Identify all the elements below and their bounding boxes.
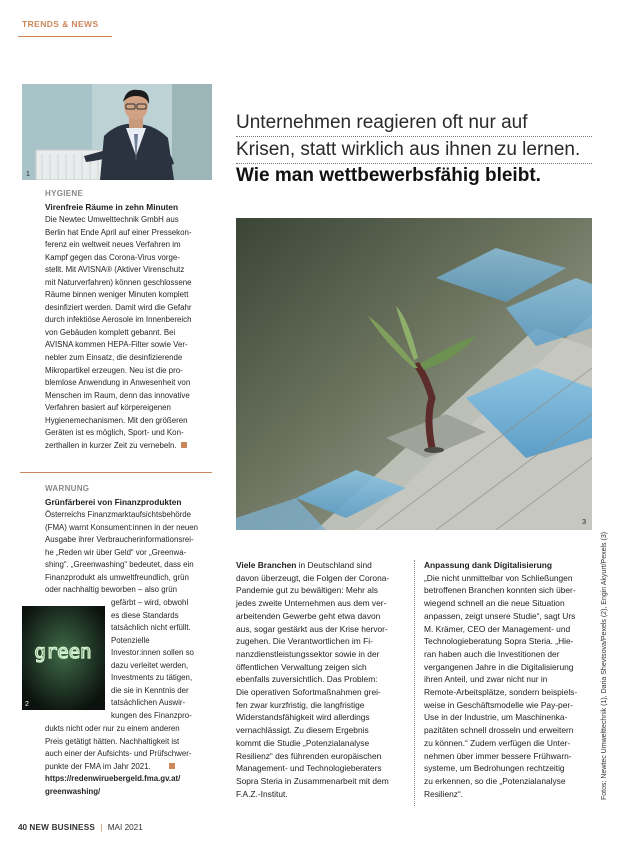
- category-hygiene: HYGIENE: [45, 189, 84, 198]
- hygiene-line: AVISNA kommen HEPA-Filter sowie Ver-: [45, 340, 188, 350]
- warning-body-top: [45, 509, 215, 597]
- warning-line: shing“. „Greenwashing“ bedeutet, dass ein: [45, 560, 194, 570]
- hygiene-line: Verfahren basiert auf körpereigenen: [45, 403, 171, 413]
- article-line: vergangenen Jahre in die Digitalisierung: [424, 661, 574, 672]
- hygiene-line: Hygienemechanismen. Mit den größeren: [45, 415, 188, 425]
- article-line: aus, sogar gestärkt aus der Krise hervor-: [236, 623, 388, 634]
- article-line: anpassen, zeigt unsere Studie“, sagt Urs: [424, 610, 576, 621]
- article-line: fen zwar kurzfristig, die langfristige: [236, 699, 365, 710]
- article-line: systeme, um Bedrohungen rechtzeitig: [424, 763, 565, 774]
- page-number: 40: [18, 823, 28, 832]
- section-label: TRENDS & NEWS: [22, 19, 99, 29]
- article-line: nanzdienstleistungssektor sowie in der: [236, 648, 380, 659]
- article-line: öffentlichen Verwaltung zeigen sich: [236, 661, 367, 672]
- warning-body-narrow: [111, 597, 215, 722]
- hygiene-title: Virenfreie Räume in zehn Minuten: [45, 202, 179, 212]
- hygiene-line: Die Newtec Umwelttechnik GmbH aus: [45, 215, 179, 224]
- warning-line: Investments zu tätigen,: [111, 673, 193, 683]
- warning-line: Potenzielle: [111, 635, 150, 645]
- photo-number-2: 2: [25, 701, 29, 708]
- photo-number-3: 3: [582, 519, 586, 526]
- hygiene-line-last: [45, 440, 215, 453]
- article-line: ihren Anteil, und zwar nicht nur in: [424, 674, 548, 685]
- magazine-name: NEW BUSINESS: [29, 823, 96, 832]
- warning-line: es diese Standards: [111, 610, 179, 620]
- article-line: M. Krämer, CEO der Management- und: [424, 623, 571, 634]
- warning-line: kungen des Finanzpro-: [111, 710, 192, 720]
- article-column-1: [236, 559, 404, 800]
- photo-number-1: 1: [26, 171, 30, 178]
- warning-line: gefärbt – wird, obwohl: [111, 598, 189, 607]
- article-line: Remote-Arbeitsplätze, sondern beispiels-: [424, 687, 578, 698]
- article-line: in Deutschland sind: [296, 560, 372, 570]
- article-line: ran haben auch die Investitionen der: [424, 648, 560, 659]
- warning-line: tatsächlichen Auswir-: [111, 698, 186, 708]
- warning-line: punkte der FMA im Jahr 2021.: [45, 761, 151, 771]
- warning-line: dazu verleitet werden,: [111, 660, 189, 670]
- footer-separator: |: [100, 823, 103, 832]
- hygiene-body: [45, 214, 215, 452]
- warning-line: oder nachhaltig beworben – also grün: [45, 585, 178, 595]
- column-divider: [414, 560, 415, 806]
- hygiene-line: blemlose Anwendung in Anwesenheit von: [45, 378, 191, 388]
- photo-portrait: [22, 84, 212, 180]
- hygiene-line: Räume binnen weniger Minuten komplett: [45, 290, 189, 300]
- article-line: Management- und Technologieberaters: [236, 763, 382, 774]
- hygiene-line: Kampf gegen das Corona-Virus vorge-: [45, 252, 180, 262]
- article-line: Die operativen Sofortmaßnahmen grei-: [236, 687, 381, 698]
- portrait-illustration: [22, 84, 212, 180]
- divider: [20, 472, 212, 473]
- article-line: ebenfalls zuversichtlich. Das Problem:: [236, 674, 378, 685]
- article-line: vernachlässigt. Zu diesem Ergebnis: [236, 725, 369, 736]
- warning-line: (FMA) warnt Konsument:innen in der neuen: [45, 522, 199, 532]
- photo-green-neon: [22, 606, 105, 710]
- end-marker-icon: [181, 442, 187, 448]
- hygiene-line: Menschen im Raum, denn das innovative: [45, 390, 190, 400]
- article-line: wiegend schnell an die neue Situation: [424, 598, 565, 609]
- article-column-2: [424, 559, 592, 800]
- article-line: arbeitenden Gewerbe geht etwa davon: [236, 610, 381, 621]
- article-line: Resilienz“ des führenden europäischen: [236, 750, 382, 761]
- warning-line: tatsächlich nicht erfüllt.: [111, 623, 191, 633]
- headline-line-3: Wie man wettbewerbsfähig bleibt.: [236, 165, 541, 186]
- article-line: betroffenen Branchen konnten sich über-: [424, 585, 576, 596]
- category-warning: WARNUNG: [45, 484, 90, 493]
- hygiene-line: mit Naturverfahren) können geschlossene: [45, 277, 192, 287]
- warning-line: Österreichs Finanzmarktaufsichtsbehörde: [45, 510, 192, 519]
- photo-credit: Fotos: Newtec Umwelttechnik (1), Daria Shevtsova/Pexels (2), Engin Akyurt/Pexels (3): [601, 531, 608, 800]
- article-line: Technologieberatung Sopra Steria. „Hie-: [424, 636, 574, 647]
- warning-line: he „Reden wir über Geld“ vor „Greenwa-: [45, 547, 187, 557]
- warning-line-last: [45, 761, 215, 774]
- article-line: Pandemie gut zu bewältigen: Mehr als: [236, 585, 378, 596]
- fma-link[interactable]: [45, 773, 215, 786]
- article-line: kommt die Studie „Potenzialanalyse: [236, 737, 370, 748]
- article-subheading: Anpassung dank Digitalisierung: [424, 560, 552, 570]
- article-line: davon überzeugt, die Folgen der Corona-: [236, 572, 390, 583]
- warning-line: dukts nicht oder nur zu einem anderen: [45, 724, 180, 733]
- issue-date: MAI 2021: [107, 823, 143, 832]
- hygiene-line: desinfiziert werden. Damit wird die Gefahr: [45, 302, 192, 312]
- fma-link-cont[interactable]: [45, 786, 215, 799]
- link-line[interactable]: https://redenwiruebergeld.fma.gv.at/: [45, 774, 181, 784]
- article-line: Use in der Industrie, um Maschinenka-: [424, 712, 568, 723]
- hygiene-line: ferenz ein weltweit neues Verfahren im: [45, 240, 181, 250]
- article-line: [236, 559, 404, 572]
- warning-line: Ausgabe ihrer Verbraucherinformationsrei-: [45, 535, 194, 545]
- link-line[interactable]: greenwashing/: [45, 786, 101, 796]
- article-line: zu können.“ Zudem verfügen die Unter-: [424, 737, 571, 748]
- neon-illustration: [22, 606, 105, 710]
- hygiene-line: Geräten ist es möglich, Sport- und Kon-: [45, 428, 184, 438]
- section-rule: [18, 36, 112, 37]
- article-line: F.A.Z.-Institut.: [236, 788, 288, 799]
- article-line: zugehen. Die Verantwortlichen im Fi-: [236, 636, 373, 647]
- hygiene-line: Mikropartikel erzeugen. Neu ist die pro-: [45, 365, 183, 375]
- warning-line: Finanzprodukt als umweltfreundlich, grün: [45, 572, 189, 582]
- headline-line-2: Krisen, statt wirklich aus ihnen zu lernen.: [236, 137, 592, 164]
- headline-line-1: Unternehmen reagieren oft nur auf: [236, 110, 592, 137]
- warning-line: auch einer der Aufsichts- und Prüfschwer-: [45, 749, 192, 759]
- article-line: Sopra Steria in Zusammenarbeit mit dem: [236, 775, 389, 786]
- hygiene-line: Berlin hat Ende April auf einer Pressekon-: [45, 227, 192, 237]
- article-line: nehmen über immer bessere Frühwarn-: [424, 750, 572, 761]
- hygiene-line: von Gebäuden komplett gebannt. Bei: [45, 327, 176, 337]
- article-line: Resilienz“.: [424, 788, 464, 799]
- article-line: jedes zweite Unternehmen aus dem ver-: [236, 598, 387, 609]
- warning-line: die sie in Kenntnis der: [111, 685, 189, 695]
- page-footer: [18, 823, 143, 832]
- plant-illustration: [236, 218, 592, 530]
- warning-title: Grünfärberei von Finanzprodukten: [45, 497, 182, 507]
- neon-text: green: [34, 641, 92, 663]
- article-line: Widerstandsfähigkeit wird allerdings: [236, 712, 370, 723]
- hygiene-line: zerthallen in kurzer Zeit zu vernebeln.: [45, 440, 177, 450]
- photo-plant: [236, 218, 592, 530]
- article-line: „Die nicht unmittelbar von Schließungen: [424, 572, 573, 583]
- warning-body-bottom: [45, 723, 215, 798]
- hygiene-line: stellt. Mit AVISNA® (Aktiver Virenschutz: [45, 265, 185, 275]
- warning-line: Preis getätigt hätten. Nachhaltigkeit ist: [45, 736, 180, 746]
- article-line: pazitäten schnell drosseln und erweitern: [424, 725, 574, 736]
- warning-line: Investor:innen sollen so: [111, 648, 194, 658]
- hygiene-line: nebler zum Einsatz, die desinfizierende: [45, 353, 183, 363]
- end-marker-icon: [169, 763, 175, 769]
- article-line: weise in Geschäftsmodelle wie Pay-per-: [424, 699, 573, 710]
- article-lead: Viele Branchen: [236, 560, 297, 570]
- hygiene-line: durch infektiöse Aerosole im Innenbereich: [45, 315, 192, 325]
- article-line: zu erkennen, so die „Potenzialanalyse: [424, 775, 566, 786]
